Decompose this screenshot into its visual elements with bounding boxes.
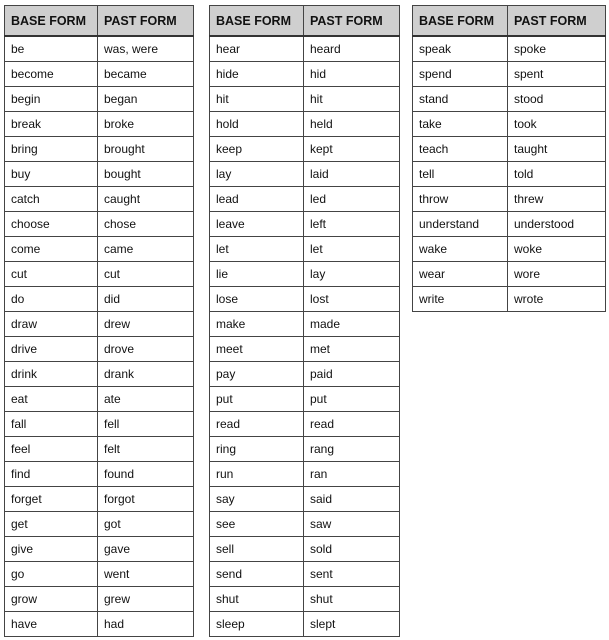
base-form-cell: take [413, 112, 508, 137]
base-form-cell: leave [210, 212, 304, 237]
past-form-cell: grew [98, 587, 194, 612]
base-form-cell: hit [210, 87, 304, 112]
past-form-cell: got [98, 512, 194, 537]
base-form-cell: become [5, 62, 98, 87]
table-row [210, 312, 400, 337]
past-form-cell: began [98, 87, 194, 112]
table-row [413, 212, 606, 237]
past-form-cell: let [304, 237, 400, 262]
base-form-cell: drink [5, 362, 98, 387]
table-row [5, 387, 194, 412]
table-row [5, 337, 194, 362]
past-form-cell: heard [304, 36, 400, 62]
table-row [5, 62, 194, 87]
base-form-cell: choose [5, 212, 98, 237]
base-form-cell: hide [210, 62, 304, 87]
table-row [5, 412, 194, 437]
past-form-cell: hid [304, 62, 400, 87]
table-row [413, 287, 606, 312]
past-form-cell: ate [98, 387, 194, 412]
table-row [210, 412, 400, 437]
past-form-cell: took [508, 112, 606, 137]
table-row [5, 287, 194, 312]
base-form-cell: say [210, 487, 304, 512]
base-form-cell: put [210, 387, 304, 412]
base-form-header: BASE FORM [413, 6, 508, 37]
base-form-cell: find [5, 462, 98, 487]
base-form-cell: pay [210, 362, 304, 387]
past-form-cell: sold [304, 537, 400, 562]
past-form-cell: said [304, 487, 400, 512]
past-form-cell: gave [98, 537, 194, 562]
header-row [5, 6, 194, 37]
past-form-cell: fell [98, 412, 194, 437]
past-form-cell: read [304, 412, 400, 437]
table-row [210, 362, 400, 387]
base-form-cell: feel [5, 437, 98, 462]
table-row [5, 512, 194, 537]
past-form-cell: drew [98, 312, 194, 337]
base-form-cell: come [5, 237, 98, 262]
table-row [413, 262, 606, 287]
base-form-cell: throw [413, 187, 508, 212]
table-row [5, 487, 194, 512]
base-form-cell: buy [5, 162, 98, 187]
base-form-header: BASE FORM [5, 6, 98, 37]
table-row [5, 312, 194, 337]
table-row [210, 62, 400, 87]
past-form-cell: wore [508, 262, 606, 287]
past-form-cell: lost [304, 287, 400, 312]
table-row [413, 137, 606, 162]
past-form-cell: found [98, 462, 194, 487]
past-form-cell: kept [304, 137, 400, 162]
table-row [5, 587, 194, 612]
verb-table-3 [412, 5, 606, 312]
table-row [5, 36, 194, 62]
past-form-header: PAST FORM [508, 6, 606, 37]
base-form-cell: tell [413, 162, 508, 187]
table-row [5, 237, 194, 262]
base-form-cell: shut [210, 587, 304, 612]
past-form-cell: put [304, 387, 400, 412]
past-form-cell: slept [304, 612, 400, 637]
table-row [210, 512, 400, 537]
header-row [210, 6, 400, 37]
table-row [210, 36, 400, 62]
base-form-cell: begin [5, 87, 98, 112]
base-form-cell: do [5, 287, 98, 312]
past-form-cell: threw [508, 187, 606, 212]
base-form-cell: cut [5, 262, 98, 287]
table-row [210, 387, 400, 412]
verb-table-2 [209, 5, 400, 637]
table-row [5, 162, 194, 187]
base-form-cell: keep [210, 137, 304, 162]
base-form-cell: drive [5, 337, 98, 362]
table-row [5, 112, 194, 137]
table-row [5, 437, 194, 462]
base-form-cell: go [5, 562, 98, 587]
past-form-cell: forgot [98, 487, 194, 512]
past-form-cell: understood [508, 212, 606, 237]
table-row [5, 262, 194, 287]
table-row [5, 462, 194, 487]
past-form-cell: held [304, 112, 400, 137]
base-form-cell: let [210, 237, 304, 262]
base-form-cell: catch [5, 187, 98, 212]
base-form-cell: meet [210, 337, 304, 362]
base-form-cell: lead [210, 187, 304, 212]
table-row [210, 262, 400, 287]
table-row [413, 162, 606, 187]
past-form-cell: caught [98, 187, 194, 212]
base-form-cell: hear [210, 36, 304, 62]
past-form-cell: was, were [98, 36, 194, 62]
base-form-cell: ring [210, 437, 304, 462]
past-form-cell: laid [304, 162, 400, 187]
table-row [210, 87, 400, 112]
past-form-cell: broke [98, 112, 194, 137]
base-form-cell: give [5, 537, 98, 562]
table-row [210, 462, 400, 487]
base-form-cell: lie [210, 262, 304, 287]
table-row [413, 36, 606, 62]
past-form-header: PAST FORM [304, 6, 400, 37]
base-form-cell: fall [5, 412, 98, 437]
base-form-cell: understand [413, 212, 508, 237]
base-form-cell: make [210, 312, 304, 337]
table-row [413, 237, 606, 262]
past-form-cell: wrote [508, 287, 606, 312]
table-row [5, 562, 194, 587]
base-form-cell: draw [5, 312, 98, 337]
table-row [5, 537, 194, 562]
past-form-cell: drove [98, 337, 194, 362]
past-form-cell: became [98, 62, 194, 87]
base-form-cell: break [5, 112, 98, 137]
base-form-cell: hold [210, 112, 304, 137]
verb-table-1 [4, 5, 194, 637]
past-form-cell: felt [98, 437, 194, 462]
past-form-cell: did [98, 287, 194, 312]
past-form-cell: went [98, 562, 194, 587]
base-form-cell: have [5, 612, 98, 637]
table-row [413, 187, 606, 212]
base-form-cell: wake [413, 237, 508, 262]
base-form-cell: sell [210, 537, 304, 562]
table-row [5, 87, 194, 112]
base-form-cell: lay [210, 162, 304, 187]
table-row [210, 187, 400, 212]
table-row [210, 162, 400, 187]
base-form-cell: wear [413, 262, 508, 287]
table-row [210, 437, 400, 462]
past-form-cell: met [304, 337, 400, 362]
base-form-cell: see [210, 512, 304, 537]
base-form-cell: be [5, 36, 98, 62]
past-form-cell: hit [304, 87, 400, 112]
past-form-cell: taught [508, 137, 606, 162]
table-row [210, 562, 400, 587]
past-form-cell: paid [304, 362, 400, 387]
past-form-cell: sent [304, 562, 400, 587]
base-form-cell: bring [5, 137, 98, 162]
past-form-cell: rang [304, 437, 400, 462]
past-form-cell: led [304, 187, 400, 212]
table-row [413, 87, 606, 112]
table-row [413, 112, 606, 137]
base-form-cell: lose [210, 287, 304, 312]
base-form-cell: forget [5, 487, 98, 512]
table-row [5, 612, 194, 637]
past-form-cell: bought [98, 162, 194, 187]
past-form-cell: woke [508, 237, 606, 262]
table-row [210, 487, 400, 512]
base-form-cell: send [210, 562, 304, 587]
table-row [5, 187, 194, 212]
past-form-cell: shut [304, 587, 400, 612]
table-row [210, 137, 400, 162]
table-row [5, 362, 194, 387]
table-row [5, 137, 194, 162]
base-form-cell: write [413, 287, 508, 312]
base-form-cell: get [5, 512, 98, 537]
past-form-cell: drank [98, 362, 194, 387]
base-form-cell: run [210, 462, 304, 487]
base-form-cell: read [210, 412, 304, 437]
table-row [210, 112, 400, 137]
past-form-cell: brought [98, 137, 194, 162]
past-form-cell: spent [508, 62, 606, 87]
table-row [210, 587, 400, 612]
past-form-cell: lay [304, 262, 400, 287]
base-form-cell: eat [5, 387, 98, 412]
past-form-cell: made [304, 312, 400, 337]
past-form-cell: chose [98, 212, 194, 237]
table-row [210, 287, 400, 312]
table-row [210, 212, 400, 237]
past-form-cell: spoke [508, 36, 606, 62]
header-row [413, 6, 606, 37]
base-form-cell: grow [5, 587, 98, 612]
past-form-cell: ran [304, 462, 400, 487]
table-row [5, 212, 194, 237]
base-form-cell: sleep [210, 612, 304, 637]
table-row [413, 62, 606, 87]
past-form-cell: cut [98, 262, 194, 287]
table-row [210, 337, 400, 362]
table-row [210, 537, 400, 562]
past-form-cell: came [98, 237, 194, 262]
past-form-cell: stood [508, 87, 606, 112]
past-form-cell: left [304, 212, 400, 237]
table-row [210, 612, 400, 637]
base-form-cell: teach [413, 137, 508, 162]
table-row [210, 237, 400, 262]
past-form-cell: told [508, 162, 606, 187]
base-form-cell: speak [413, 36, 508, 62]
base-form-header: BASE FORM [210, 6, 304, 37]
base-form-cell: stand [413, 87, 508, 112]
past-form-header: PAST FORM [98, 6, 194, 37]
base-form-cell: spend [413, 62, 508, 87]
past-form-cell: saw [304, 512, 400, 537]
past-form-cell: had [98, 612, 194, 637]
